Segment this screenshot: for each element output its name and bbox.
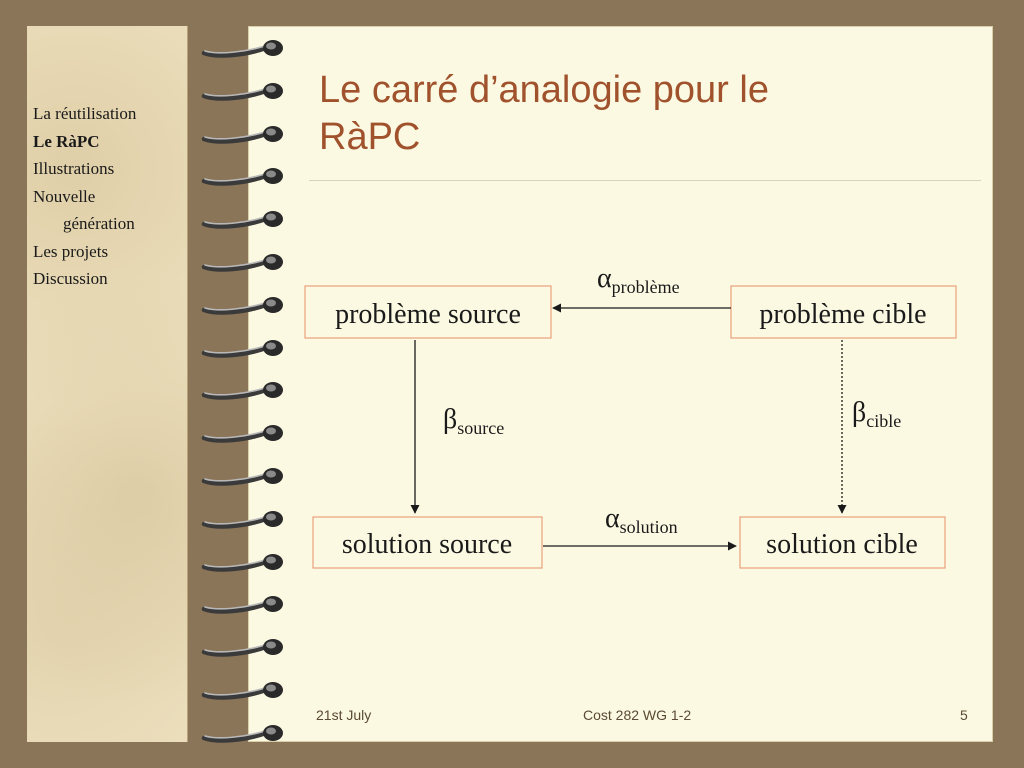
box-source-problem <box>305 286 551 338</box>
box-source-solution <box>313 517 542 568</box>
nav-item-projets[interactable]: Les projets <box>33 241 109 261</box>
label-alpha-solution: αsolution <box>605 503 678 537</box>
nav-item-discussion[interactable]: Discussion <box>33 269 108 288</box>
box-source-problem-label: problème source <box>335 299 521 330</box>
nav-item-generation[interactable]: génération <box>63 214 135 233</box>
label-alpha-problem: αproblème <box>597 263 680 297</box>
box-target-solution <box>740 517 945 568</box>
footer-page-number: 5 <box>960 707 968 723</box>
box-target-problem-label: problème cible <box>759 299 927 330</box>
nav-item-reutilisation[interactable]: La réutilisation <box>33 104 137 123</box>
footer-center: Cost 282 WG 1-2 <box>583 707 692 723</box>
label-beta-target: βcible <box>852 397 902 431</box>
slide-title-line2: RàPC <box>319 116 421 158</box>
label-beta-source: βsource <box>443 404 505 438</box>
box-source-solution-label: solution source <box>341 529 513 560</box>
nav-item-illustrations[interactable]: Illustrations <box>33 159 115 178</box>
footer-date: 21st July <box>316 707 372 723</box>
nav-item-nouvelle[interactable]: Nouvelle <box>33 186 96 206</box>
box-target-problem <box>731 286 956 338</box>
box-target-solution-label: solution cible <box>766 529 918 560</box>
slide-title-line1: Le carré d’analogie pour le <box>319 69 769 111</box>
nav-item-rapc[interactable]: Le RàPC <box>33 131 100 151</box>
